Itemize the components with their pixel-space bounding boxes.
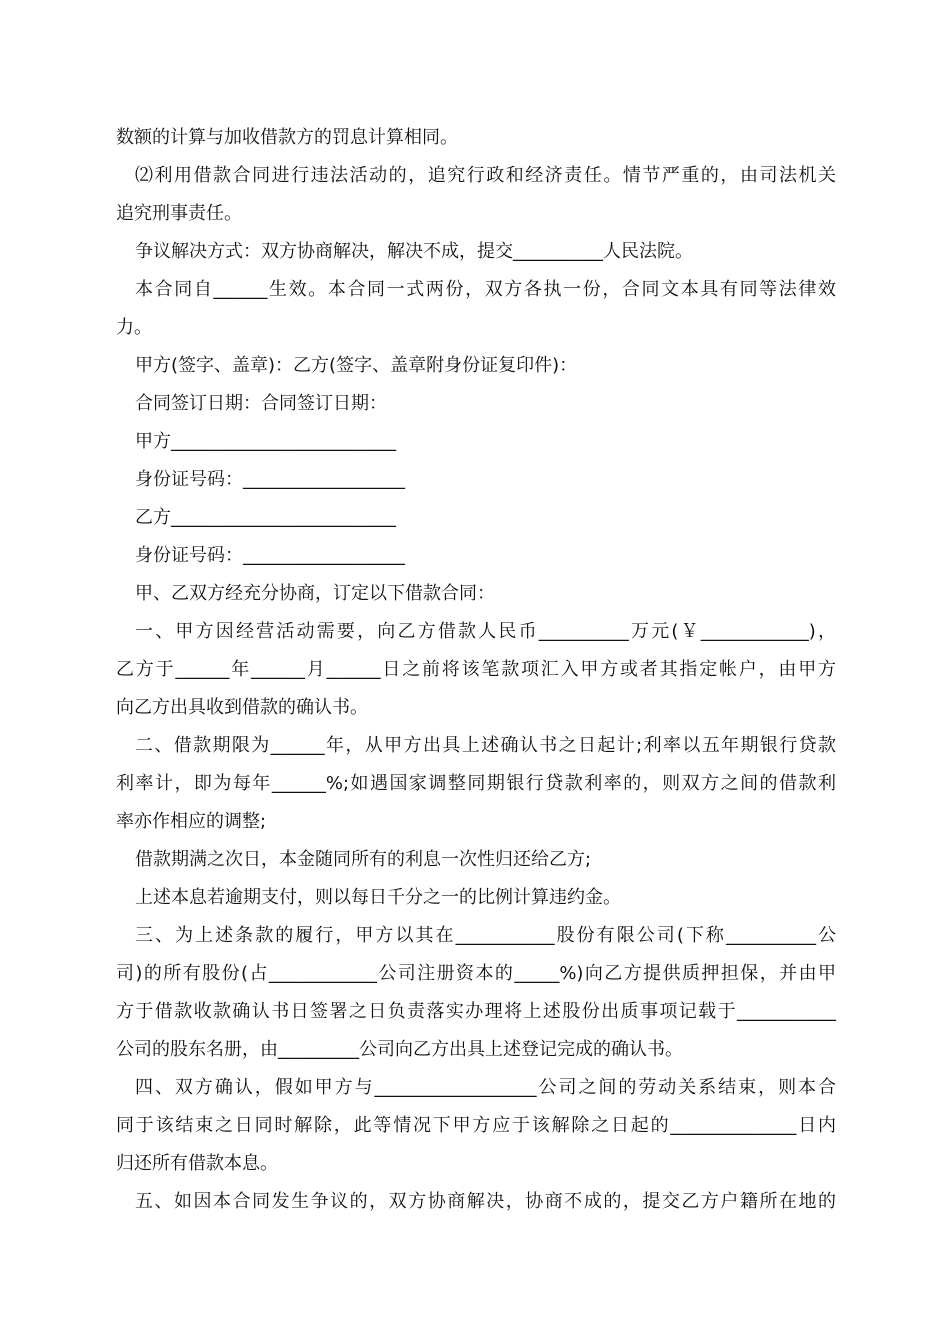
text-line: 五、如因本合同发生争议的，双方协商解决，协商不成的，提交乙方户籍所在地的: [135, 1191, 836, 1212]
text-line: 利率计，即为每年______%;如遇国家调整同期银行贷款利率的，则双方之间的借款利: [116, 773, 836, 794]
text-line: 三、为上述条款的履行，甲方以其在___________股份有限公司(下称__________公: [135, 925, 836, 946]
text-line: 上述本息若逾期支付，则以每日千分之一的比例计算违约金。: [135, 887, 621, 908]
text-line: 争议解决方式：双方协商解决，解决不成，提交__________人民法院。: [135, 241, 693, 262]
text-line: 数额的计算与加收借款方的罚息计算相同。: [116, 127, 458, 148]
text-line: 向乙方出具收到借款的确认书。: [116, 697, 368, 718]
text-line: ⑵利用借款合同进行违法活动的，追究行政和经济责任。情节严重的，由司法机关: [135, 165, 836, 186]
text-line: 借款期满之次日，本金随同所有的利息一次性归还给乙方;: [135, 849, 592, 870]
text-line: 归还所有借款本息。: [116, 1153, 278, 1174]
signature-line: 甲方_________________________: [135, 431, 396, 452]
text-line: 乙方于______年______月______日之前将该笔款项汇入甲方或者其指定帐户，由甲方: [116, 659, 836, 680]
text-line: 本合同自______生效。本合同一式两份，双方各执一份，合同文本具有同等法律效: [135, 279, 836, 300]
text-line: 甲、乙双方经充分协商，订定以下借款合同：: [135, 583, 495, 604]
text-line: 率亦作相应的调整;: [116, 811, 267, 832]
id-number-line: 身份证号码：__________________: [135, 469, 405, 490]
text-line: 方于借款收款确认书日签署之日负责落实办理将上述股份出质事项记载于___________: [116, 1001, 836, 1022]
text-line: 力。: [116, 317, 152, 338]
id-number-line: 身份证号码：__________________: [135, 545, 405, 566]
text-line: 合同签订日期：合同签订日期：: [135, 393, 387, 414]
text-line: 司)的所有股份(占____________公司注册资本的_____%)向乙方提供质押担保，并由甲: [116, 963, 836, 984]
text-line: 一、甲方因经营活动需要，向乙方借款人民币__________万元(￥____________)，: [135, 621, 836, 642]
text-line: 四、双方确认，假如甲方与__________________公司之间的劳动关系结束，则本合: [135, 1077, 836, 1098]
text-line: 追究刑事责任。: [116, 203, 242, 224]
text-line: 甲方(签字、盖章)：乙方(签字、盖章附身份证复印件)：: [135, 355, 578, 376]
text-line: 二、借款期限为______年，从甲方出具上述确认书之日起计;利率以五年期银行贷款: [135, 735, 836, 756]
signature-line: 乙方_________________________: [135, 507, 396, 528]
text-line: 公司的股东名册，由_________公司向乙方出具上述登记完成的确认书。: [116, 1039, 683, 1060]
text-line: 同于该结束之日同时解除，此等情况下甲方应于该解除之日起的______________日内: [116, 1115, 836, 1136]
